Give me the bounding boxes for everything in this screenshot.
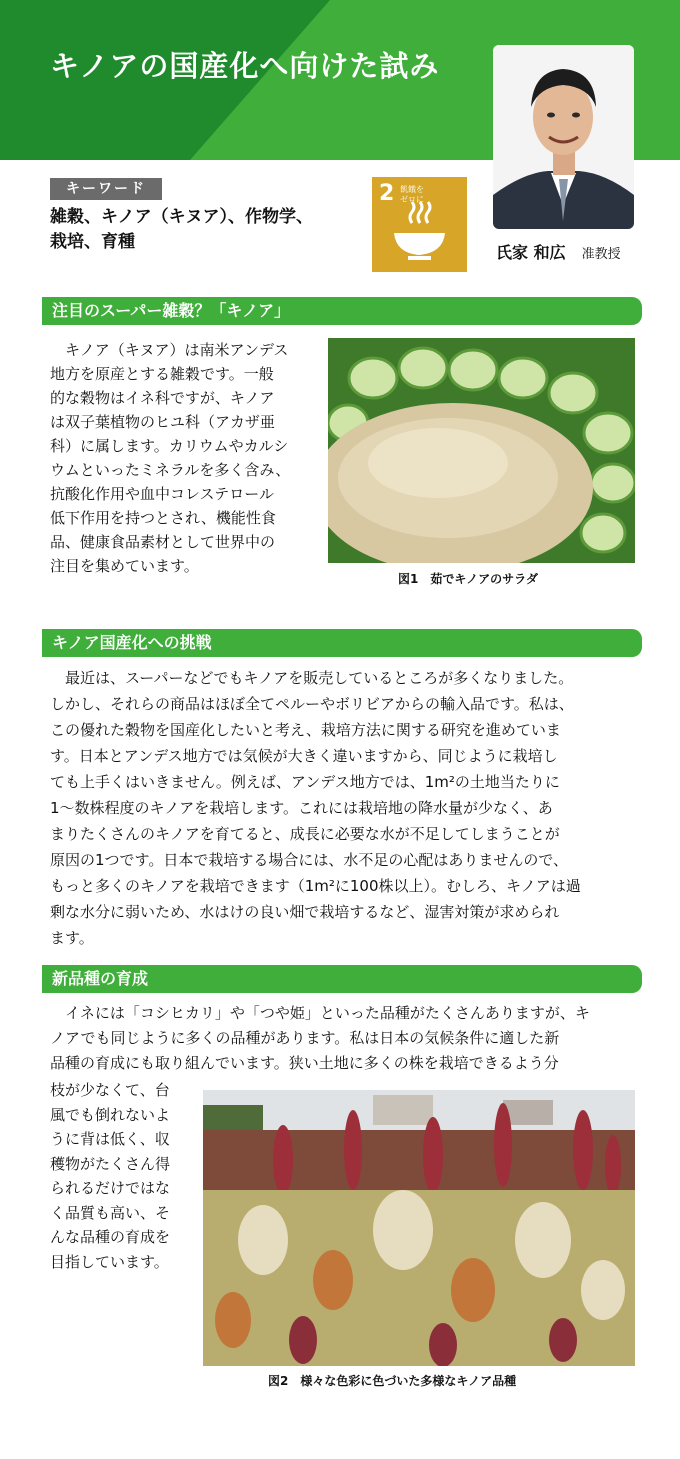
text-line: ます。 — [50, 929, 94, 947]
text-line: 抗酸化作用や血中コレステロール — [50, 485, 274, 503]
text-line: 品種の育成にも取り組んでいます。狭い土地に多くの株を栽培できるよう分 — [50, 1054, 559, 1072]
section-heading-domestication: キノア国産化への挑戦 — [42, 629, 642, 657]
author-info — [496, 240, 621, 263]
bowl-icon — [372, 177, 467, 272]
text-line: んな品種の育成を — [50, 1228, 171, 1246]
keyword-label: キーワード — [50, 178, 162, 200]
text-line: うに背は低く、収 — [50, 1130, 170, 1148]
text-line: もっと多くのキノアを栽培できます（1m²に100株以上）。むしろ、キノアは過 — [50, 877, 581, 895]
text-line: キノア（キヌア）は南米アンデス — [65, 341, 289, 359]
section2-body — [50, 665, 640, 951]
section-heading-superfood: 注目のスーパー雑穀？「キノア」 — [42, 297, 642, 325]
text-line: 風でも倒れないよ — [50, 1105, 171, 1124]
text-line: まりたくさんのキノアを育てると、成長に必要な水が不足してしまうことが — [50, 825, 560, 843]
author-role: 准教授 — [581, 247, 621, 262]
text-line: 低下作用を持つとされ、機能性食 — [50, 509, 276, 527]
text-line: 穫物がたくさん得 — [50, 1154, 171, 1173]
quinoa-salad-photo — [328, 338, 635, 563]
text-line: 最近は、スーパーなどでもキノアを販売しているところが多くなりました。 — [65, 669, 574, 687]
text-line: ウムといったミネラルを多く含み、 — [50, 461, 291, 479]
text-line: は双子葉植物のヒユ科（アカザ亜 — [50, 413, 275, 431]
text-line: ても上手くはいきません。例えば、アンデス地方では、1m²の土地当たりに — [50, 773, 560, 791]
section1-body — [50, 338, 320, 578]
text-line: イネには「コシヒカリ」や「つや姫」といった品種がたくさんありますが、キ — [65, 1004, 590, 1022]
text-line: られるだけではな — [50, 1179, 171, 1197]
figure2-caption: 図2 様々な色彩に色づいた多様なキノア品種 — [268, 1374, 517, 1388]
text-line: 目指しています。 — [50, 1252, 169, 1271]
author-photo — [493, 45, 634, 229]
figure1-caption: 図1 茹でキノアのサラダ — [398, 572, 538, 586]
text-line: く品質も高い、そ — [50, 1203, 171, 1222]
text-line: 科）に属します。カリウムやカルシ — [50, 437, 289, 455]
sdg-text-line: ゼロに — [400, 195, 424, 204]
quinoa-field-photo — [203, 1090, 635, 1366]
text-line: 地方を原産とする雑穀です。一般 — [50, 365, 274, 383]
text-line: 的な穀物はイネ科ですが、キノア — [50, 389, 275, 407]
text-line: しかし、それらの商品はほぼ全てペルーやボリビアからの輸入品です。私は、 — [50, 695, 574, 713]
keyword-list — [50, 205, 350, 255]
text-line: 枝が少なくて、台 — [50, 1081, 170, 1099]
section3-body-narrow — [50, 1078, 200, 1274]
section3-body-full — [50, 1001, 640, 1076]
text-line: 1～数株程度のキノアを栽培します。これには栽培地の降水量が少なく、あ — [50, 799, 553, 817]
sdg-zero-hunger-icon — [372, 177, 467, 272]
keyword-line: 栽培、育種 — [50, 232, 135, 252]
section-heading-new-varieties: 新品種の育成 — [42, 965, 642, 993]
page-title: キノアの国産化へ向けた試み — [50, 49, 440, 83]
text-line: 品、健康食品素材として世界中の — [50, 533, 276, 551]
text-line: 剰な水分に弱いため、水はけの良い畑で栽培するなど、湿害対策が求められ — [50, 903, 560, 921]
text-line: す。日本とアンデス地方では気候が大きく違いますから、同じように栽培し — [50, 747, 558, 765]
text-line: この優れた穀物を国産化したいと考え、栽培方法に関する研究を進めていま — [50, 721, 561, 739]
keyword-line: 雑穀、キノア（キヌア）、作物学、 — [50, 207, 313, 227]
sdg-number: 2 — [379, 181, 395, 206]
sdg-text-line: 飢餓を — [400, 185, 424, 194]
text-line: 注目を集めています。 — [50, 557, 199, 575]
author-name: 氏家 和広 — [496, 243, 566, 262]
text-line: 原因の1つです。日本で栽培する場合には、水不足の心配はありませんので、 — [50, 851, 569, 869]
text-line: ノアでも同じように多くの品種があります。私は日本の気候条件に適した新 — [50, 1029, 560, 1047]
